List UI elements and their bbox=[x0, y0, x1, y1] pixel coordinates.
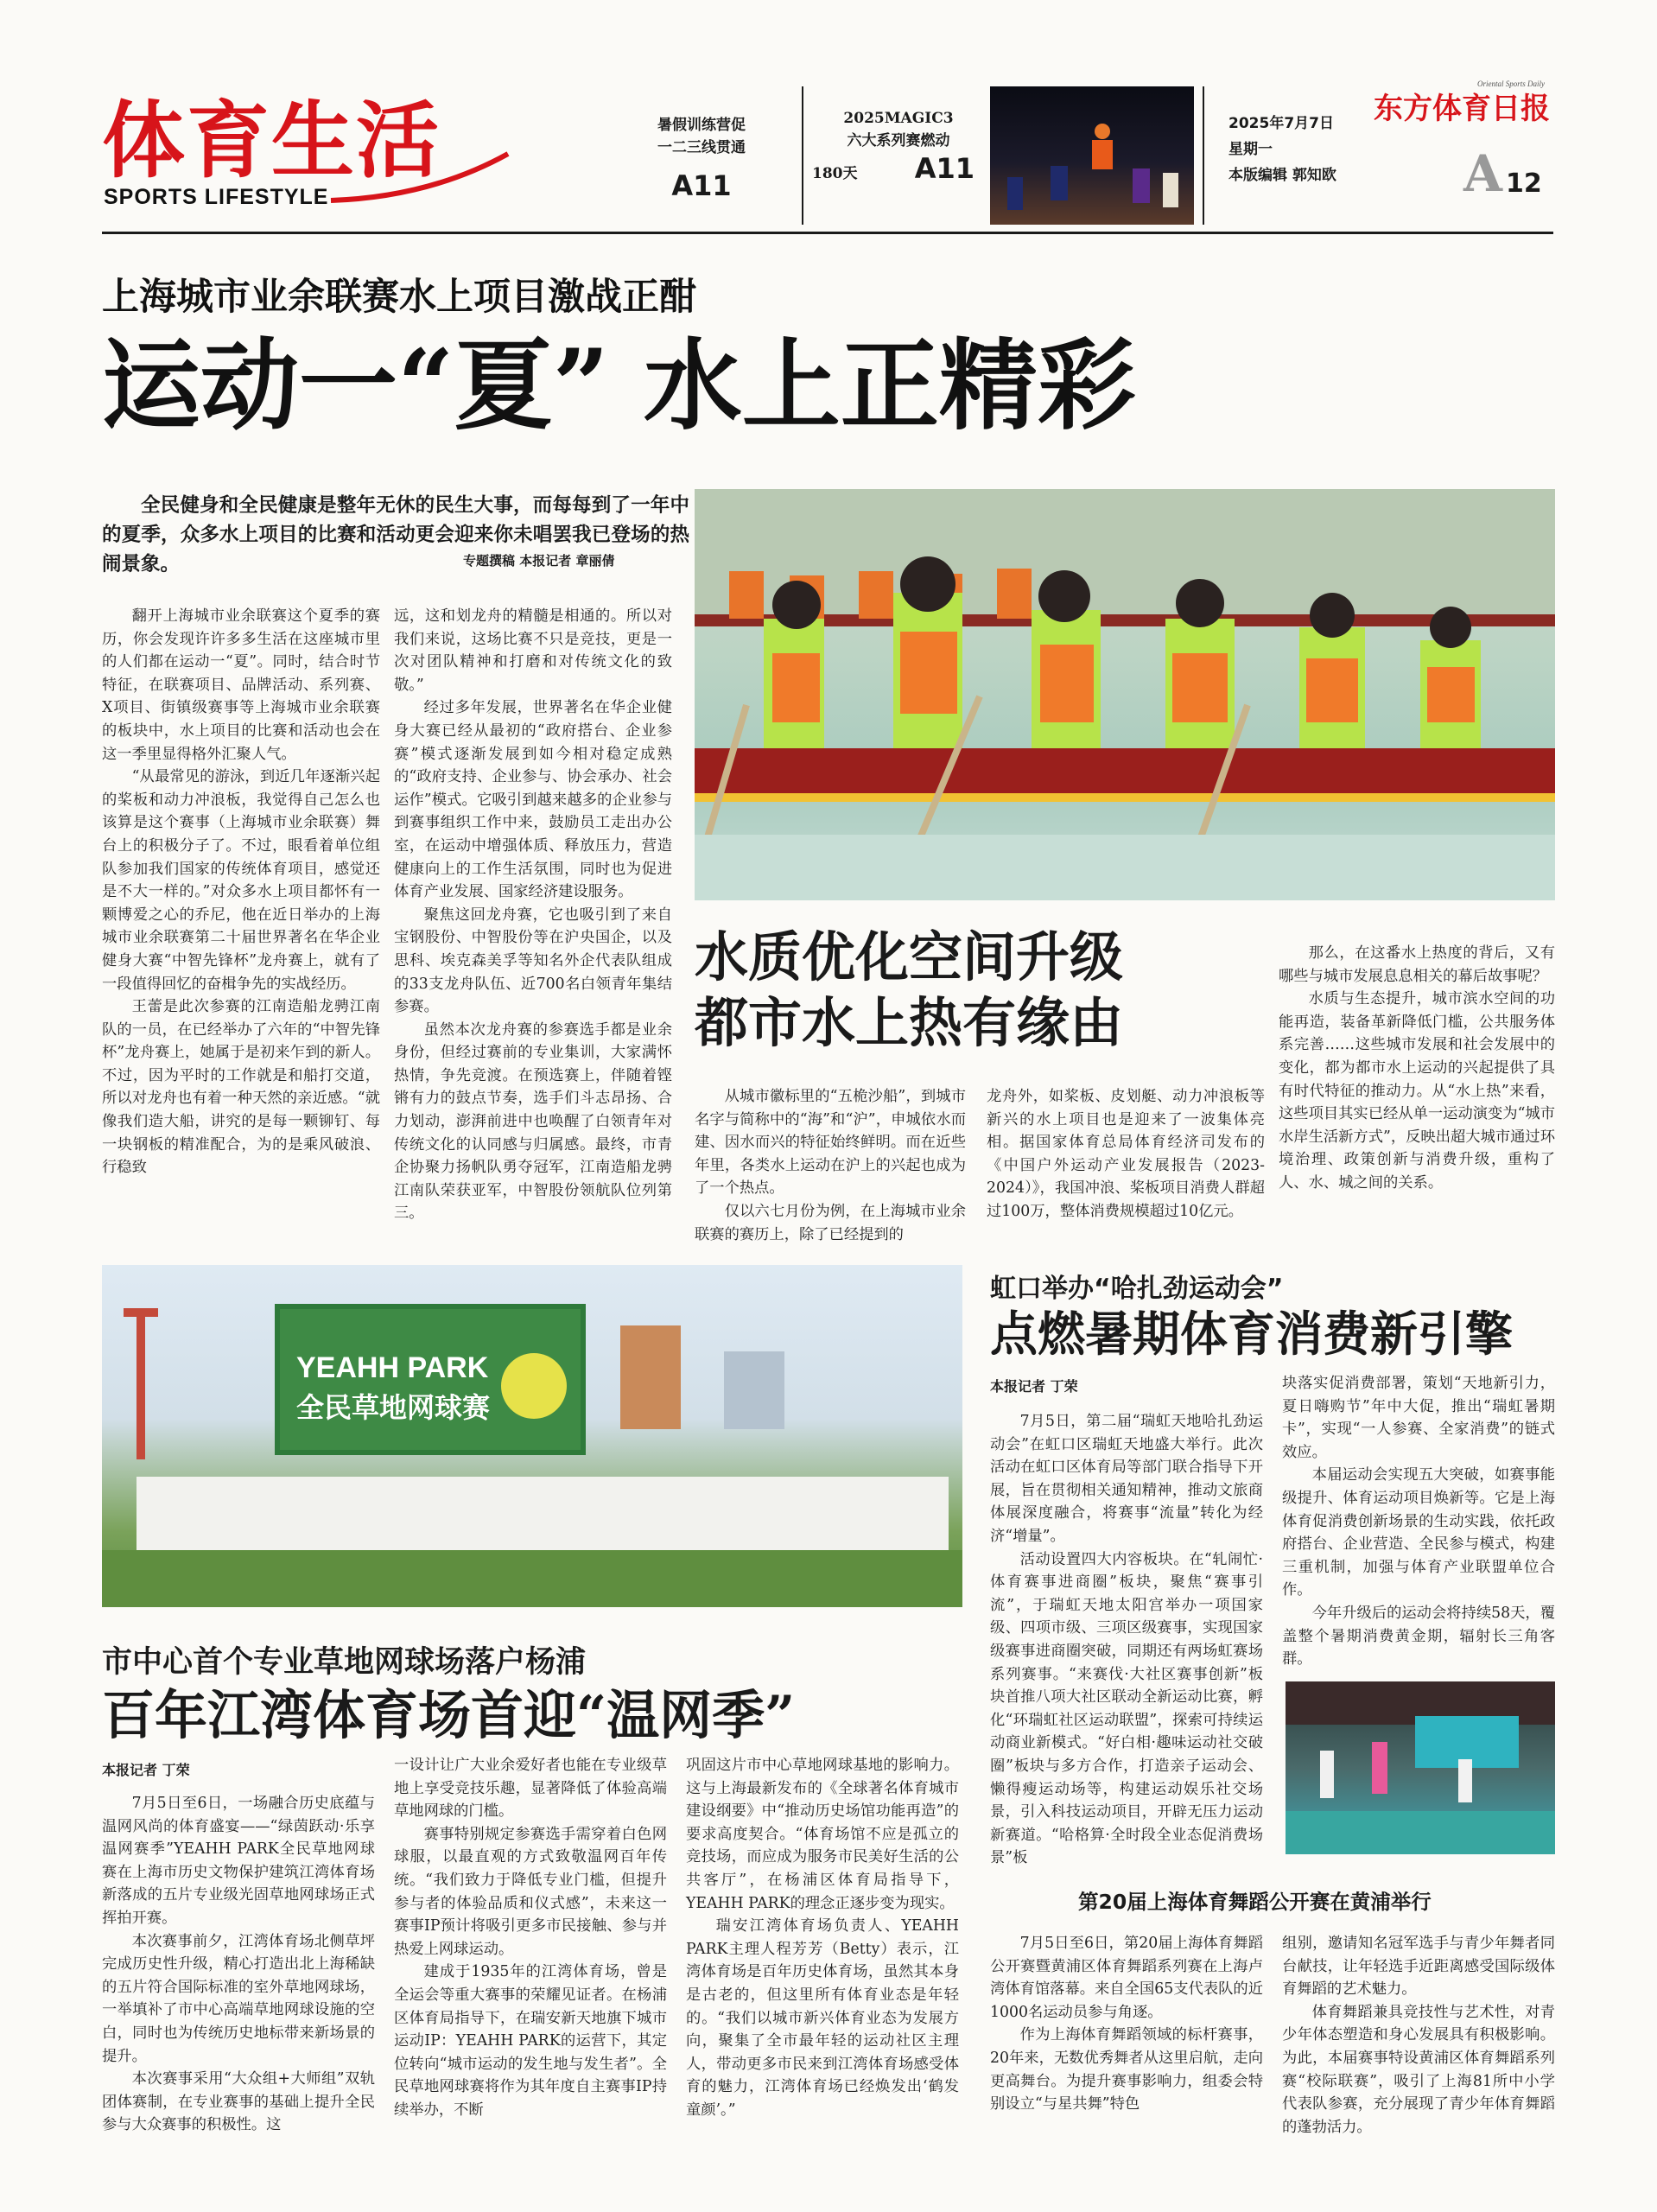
tennis-kicker: 市中心首个专业草地网球场落户杨浦 bbox=[102, 1645, 587, 1680]
dragon-boat-photo[interactable] bbox=[695, 489, 1555, 900]
promo-basketball-photo[interactable] bbox=[990, 86, 1194, 225]
promo2-title-line1: 2025MAGIC3 bbox=[843, 110, 954, 127]
dragon-boat-scene bbox=[695, 489, 1555, 900]
hongkou-scene bbox=[1286, 1681, 1555, 1854]
paper-name: 东方体育日报 bbox=[1374, 92, 1550, 126]
issue-date: 2025年7月7日 bbox=[1228, 115, 1334, 132]
section-subtitle: SPORTS LIFESTYLE bbox=[104, 185, 329, 209]
paper-name-en: Oriental Sports Daily bbox=[1477, 79, 1545, 88]
water-column-2: 龙舟外，如桨板、皮划艇、动力冲浪板等新兴的水上项目也是迎来了一波集体亮相。据国家体育总局体育经济司发布的《中国户外运动产业发展报告（2023-2024）》，我国冲浪、桨板项目消费人群超过100万，整体消费规模超过10亿元。 bbox=[987, 1088, 1265, 1220]
water-column-1: 从城市徽标里的“五桅沙船”，到城市名字与简称中的“海”和“沪”，申城依水而建、因水而兴的特征始终鲜明。而在近些年里，各类水上运动在沪上的兴起也成为了一个热点。 仅以六七月份为例，在上海城市业余联赛的赛历上，除了已经提到的 bbox=[695, 1088, 966, 1243]
hongkou-column-1: 7月5日，第二届“瑞虹天地哈扎劲运动会”在虹口区瑞虹天地盛大举行。此次活动在虹口区体育局等部门联合指导下开展，旨在贯彻相关通知精神，推动文旅商体展深度融合，将赛事“流量”转化为经济“增量”。 活动设置四大内容板块。在“轧闹忙·体育赛事进商圈”板块，聚焦“赛事引流”，于瑞虹天地太阳宫举办一项国家级、四项市级、三项区级赛事，实现国家级赛事进商圈突破，同期还有两场虹赛场系列赛事。“来赛伐·大社区赛事创新”板块首推八项大社区联动全新运动比赛，孵化“环瑞虹社区运动联盟”，探索可持续运动商业新模式。“好白相·趣味运动社交破圈”板块与多方合作，打造亲子运动会、懒得瘦运动场等，构建运动娱乐社交场景，引入科技运动项目，开辟无压力运动新赛道。“哈格算·全时段全业态促消费场景”板 bbox=[990, 1413, 1263, 1867]
promo-box-1[interactable] bbox=[615, 114, 788, 209]
lead-column-1: 翻开上海城市业余联赛这个夏季的赛历，你会发现许许多多生活在这座城市里的人们都在运动一“夏”。同时，结合时节特征，在联赛项目、品牌活动、系列赛、X项目、街镇级赛事等上海城市业余联赛的板块中，水上项目的比赛和活动也会在这一季里显得格外汇聚人气。 “从最常见的游泳，到近几年逐渐兴起的桨板和动力冲浪板，我觉得自己怎么也该算是这个赛事（上海城市业余联赛）舞台上的积极分子了。不过，眼看着单位组队参加我们国家的传统体育项目，感觉还是不大一样的。”对众多水上项目都怀有一颗博爱之心的乔尼，他在近日举办的上海城市业余联赛第二十届世界著名在华企业健身大赛“中智先锋杯”龙舟赛上，就有了一段值得回忆的奋楫争先的实战经历。 王蕾是此次参赛的江南造船龙骋江南队的一员，在已经举办了六年的“中智先锋杯”龙舟赛上，她属于是初来乍到的新人。不过，因为平时的工作就是和船打交道，所以对龙舟也有着一种天然的亲近感。“就像我们造大船，讲究的是每一颗铆钉、每一块钢板的精准配合，为的是乘风破浪、行稳致 bbox=[102, 607, 380, 1177]
lead-kicker: 上海城市业余联赛水上项目激战正酣 bbox=[102, 276, 696, 319]
tennis-scene bbox=[102, 1265, 962, 1607]
tennis-column-2: 一设计让广大业余爱好者也能在专业级草地上享受竞技乐趣，显著降低了体验高端草地网球的门槛。 赛事特别规定参赛选手需穿着白色网球服，以最直观的方式致敬温网百年传统。“我们致力于降低专业门槛，但提升参与者的体验品质和仪式感”，未来这一赛事IP预计将吸引更多市民接触、参与并热爱上网球运动。 建成于1935年的江湾体育场，曾是全运会等重大赛事的荣耀见证者。在杨浦区体育局指导下，在瑞安新天地旗下城市运动IP：YEAHH PARK的运营下，其定位转向“城市运动的发生地与发生者”。全民草地网球赛将作为其年度自主赛事IP持续举办，不断 bbox=[394, 1757, 667, 2119]
hongkou-kicker: 虹口举办“哈扎劲运动会” bbox=[990, 1274, 1284, 1304]
masthead-divider-2 bbox=[1203, 86, 1204, 225]
promo2-page: A11 bbox=[914, 152, 975, 185]
dance-column-2: 组别，邀请知名冠军选手与青少年舞者同台献技，让年轻选手近距离感受国际级体育舞蹈的艺术魅力。 体育舞蹈兼具竞技性与艺术性，对青少年体态塑造和身心发展具有积极影响。为此，本届赛事特设黄浦区体育舞蹈系列赛“校际联赛”，吸引了上海81所中小学代表队参赛，充分展现了青少年体育舞蹈的蓬勃活力。 bbox=[1282, 1935, 1555, 2136]
hongkou-column-2: 块落实促消费部署，策划“天地新引力，夏日嗨购节”年中大促，推出“瑞虹暑期卡”，实现“一人参赛、全家消费”的链式效应。 本届运动会实现五大突破，如赛事能级提升、体育运动项目焕新等。它是上海体育促消费创新场景的生动实践，依托政府搭台、企业营造、全民参与模式，构建三重机制，加强与体育产业联盟单位合作。 今年升级后的运动会将持续58天，覆盖整个暑期消费黄金期，辐射长三角客群。 bbox=[1282, 1375, 1555, 1669]
paper-logo bbox=[1374, 79, 1581, 127]
water-headline: 水质优化空间升级 都市水上热有缘由 bbox=[695, 925, 1124, 1054]
promo1-title-line2: 一二三线贯通 bbox=[657, 139, 746, 156]
hongkou-byline: 本报记者 丁荣 bbox=[990, 1378, 1078, 1395]
tennis-headline: 百年江湾体育场首迎“温网季” bbox=[102, 1685, 796, 1746]
dance-headline: 第20届上海体育舞蹈公开赛在黄浦举行 bbox=[1078, 1890, 1432, 1914]
page-num: 12 bbox=[1506, 168, 1542, 199]
tennis-byline: 本报记者 丁荣 bbox=[102, 1762, 190, 1778]
tennis-banner-title: YEAHH PARK bbox=[296, 1351, 489, 1384]
promo2-title-line2: 六大系列赛燃动 bbox=[847, 132, 950, 149]
tennis-banner-subtitle: 全民草地网球赛 bbox=[296, 1391, 491, 1424]
section-swoosh bbox=[327, 147, 517, 207]
page-letter: A bbox=[1463, 144, 1503, 203]
tennis-column-3: 巩固这片市中心草地网球基地的影响力。这与上海最新发布的《全球著名体育城市建设纲要》中“推动历史场馆功能再造”的要求高度契合。“体育场馆不应是孤立的竞技场，而应成为服务市民美好生活的公共客厅”，在杨浦区体育局指导下，YEAHH PARK的理念正逐步变为现实。 瑞安江湾体育场负责人、YEAHH PARK主理人程芳芳（Betty）表示，江湾体育场是百年历史体育场，虽然其本身是古老的，但这里所有体育业态是年轻的。“我们以城市新兴体育业态为发展方向，聚集了全市最年轻的运动社区主理人，带动更多市民来到江湾体育场感受体育的魅力，江湾体育场已经焕发出‘鹤发童颜’。” bbox=[686, 1757, 959, 2119]
basketball-scene bbox=[990, 86, 1194, 225]
lead-summary: 全民健身和全民健康是整年无休的民生大事，而每每到了一年中的夏季，众多水上项目的比赛和活动更会迎来你未唱罢我已登场的热闹景象。 bbox=[102, 494, 689, 575]
masthead-bottom-rule bbox=[102, 232, 1553, 234]
tennis-column-1: 7月5日至6日，一场融合历史底蕴与温网风尚的体育盛宴——“绿茵跃动·乐享温网赛季”YEAHH PARK全民草地网球赛在上海市历史文物保护建筑江湾体育场新落成的五片专业级光固草地网球场正式挥拍开赛。 本次赛事前夕，江湾体育场北侧草坪完成历史性升级，精心打造出北上海稀缺的五片符合国际标准的室外草地网球场，一举填补了市中心高端草地网球设施的空白，同时也为传统历史地标带来新场景的提升。 本次赛事采用“大众组+大师组”双轨团体赛制，在专业赛事的基础上提升全民参与大众赛事的积极性。这 bbox=[102, 1795, 375, 2134]
promo1-page: A11 bbox=[671, 169, 732, 202]
issue-weekday: 星期一 bbox=[1228, 141, 1273, 158]
lead-headline: 运动一“夏” 水上正精彩 bbox=[102, 327, 1136, 443]
water-column-3: 那么，在这番水上热度的背后，又有哪些与城市发展息息相关的幕后故事呢？ 水质与生态提升，城市滨水空间的功能再造，装备革新降低门槛，公共服务体系完善……这些城市发展和社会发展中的变化，都为都市水上运动的兴起提供了具有时代特征的推动力。从“水上热”来看，这些项目其实已经从单一运动演变为“城市水岸生活新方式”，反映出超大城市通过环境治理、政策创新与消费升级，重构了人、水、城之间的关系。 bbox=[1279, 944, 1555, 1192]
section-title: 体育生活 bbox=[102, 92, 441, 189]
lead-byline: 专题撰稿 本报记者 章丽倩 bbox=[463, 553, 615, 569]
promo1-title-line1: 暑假训练营促 bbox=[657, 117, 746, 134]
masthead-divider-1 bbox=[802, 86, 803, 225]
promo2-title-line3: 180天 bbox=[812, 165, 858, 182]
swoosh-graphic bbox=[327, 147, 517, 207]
hongkou-headline: 点燃暑期体育消费新引擎 bbox=[990, 1306, 1514, 1362]
hongkou-event-photo[interactable] bbox=[1286, 1681, 1555, 1854]
page-editor: 本版编辑 郭知欧 bbox=[1228, 167, 1336, 184]
tennis-group-photo[interactable] bbox=[102, 1265, 962, 1607]
dance-column-1: 7月5日至6日，第20届上海体育舞蹈公开赛暨黄浦区体育舞蹈系列赛在上海卢湾体育馆落幕。来自全国65支代表队的近1000名运动员参与角逐。 作为上海体育舞蹈领域的标杆赛事，20年来，无数优秀舞者从这里启航，走向更高舞台。为提升赛事影响力，组委会特别设立“与星共舞”特色 bbox=[990, 1935, 1263, 2113]
lead-column-2: 远，这和划龙舟的精髓是相通的。所以对我们来说，这场比赛不只是竞技，更是一次对团队精神和打磨和对传统文化的致敬。” 经过多年发展，世界著名在华企业健身大赛已经从最初的“政府搭台、企业参赛”模式逐渐发展到如今相对稳定成熟的“政府支持、企业参与、协会承办、社会运作”模式。它吸引到越来越多的企业参与到赛事组织工作中来，鼓励员工走出办公室，在运动中增强体质、释放压力，营造健康向上的工作生活氛围，同时也为促进体育产业发展、国家经济建设服务。 聚焦这回龙舟赛，它也吸引到了来自宝钢股份、中智股份等在沪央国企，以及思科、埃克森美孚等知名外企代表队组成的33支龙舟队伍、近700名白领青年集结参赛。 虽然本次龙舟赛的参赛选手都是业余身份，但经过赛前的专业集训，大家满怀热情，争先竞渡。在预选赛上，伴随着铿锵有力的鼓点节奏，选手们斗志昂扬、合力划动，澎湃前进中也唤醒了白领青年对传统文化的认同感与归属感。最终，市青企协聚力扬帆队勇夺冠军，江南造船龙骋江南队荣获亚军，中智股份领航队位列第三。 bbox=[394, 607, 672, 1223]
page-number bbox=[1463, 144, 1542, 203]
promo-box-2[interactable] bbox=[812, 107, 985, 211]
